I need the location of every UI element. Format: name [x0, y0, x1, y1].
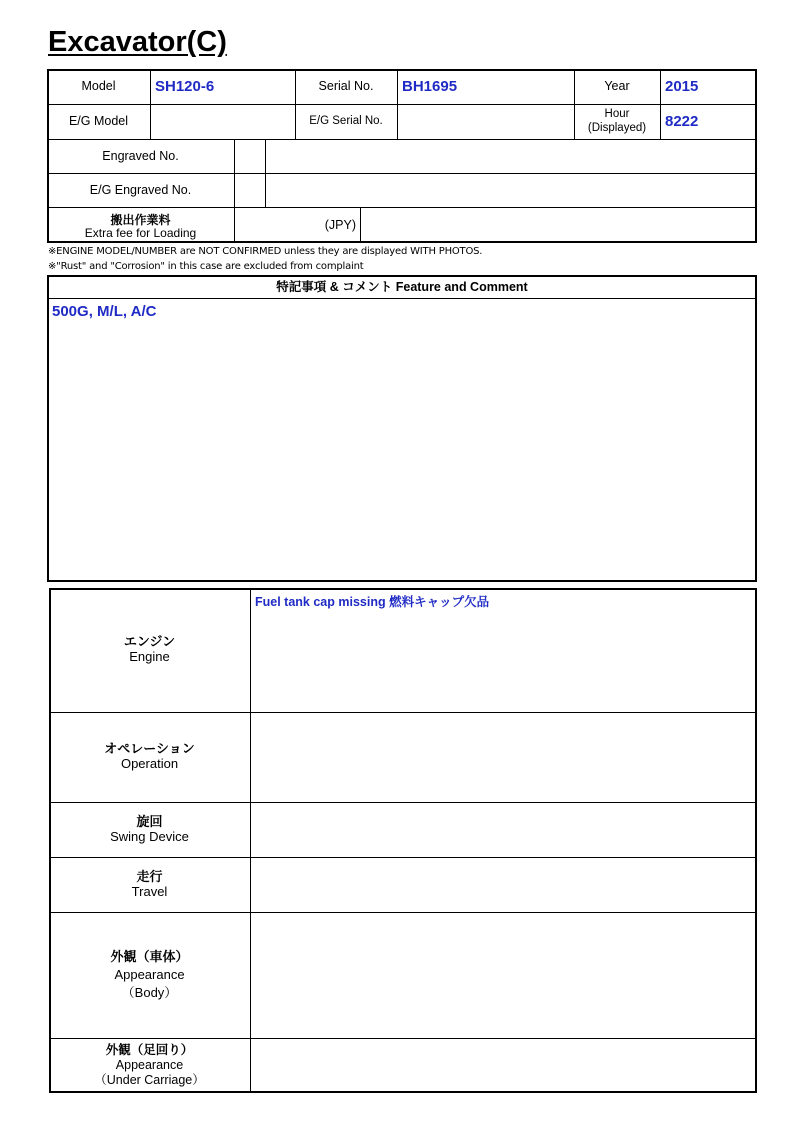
engine-label-en: Engine	[129, 649, 170, 664]
body-label	[49, 912, 250, 1038]
body-label-en-2: （Body）	[121, 985, 178, 1001]
operation-label-en: Operation	[120, 756, 179, 771]
eg-serial-value	[397, 104, 574, 139]
eg-serial-label: E/G Serial No.	[309, 114, 383, 127]
page-title: Excavator(C)	[48, 26, 227, 58]
operation-label-jp: オペレーション	[104, 741, 195, 757]
fee-label-en: Extra fee for Loading	[84, 226, 197, 240]
under-label-jp: 外観（足回り）	[105, 1043, 194, 1057]
swing-label-jp: 旋回	[136, 813, 163, 829]
under-label-en-1: Appearance	[115, 1058, 184, 1072]
serial-label: Serial No.	[318, 79, 374, 94]
feature-content: 500G, M/L, A/C	[52, 303, 157, 320]
travel-label-en: Travel	[131, 883, 168, 899]
feature-header-divider	[47, 298, 757, 299]
fee-unit: (JPY)	[324, 217, 356, 232]
body-label-jp: 外観（車体）	[110, 948, 189, 964]
model-value: SH120-6	[155, 78, 215, 95]
travel-label	[49, 857, 250, 912]
under-carriage-label	[49, 1038, 250, 1093]
info-col-divider	[234, 139, 235, 243]
eg-model-label: E/G Model	[68, 114, 129, 129]
feature-header: 特記事項 & コメント Feature and Comment	[276, 279, 528, 294]
swing-label-en: Swing Device	[110, 828, 189, 844]
serial-value: BH1695	[402, 78, 458, 95]
engraved-label: Engraved No.	[102, 148, 179, 163]
engine-comment: Fuel tank cap missing 燃料キャップ欠品	[255, 595, 490, 609]
model-label: Model	[81, 79, 116, 94]
hour-value: 8222	[665, 113, 699, 130]
engine-label-jp: エンジン	[123, 634, 176, 650]
eg-model-value	[150, 104, 295, 139]
fee-label-jp: 搬出作業料	[110, 212, 171, 227]
feature-box	[47, 275, 757, 582]
engine-note: ※ENGINE MODEL/NUMBER are NOT CONFIRMED unless they are displayed WITH PHOTOS.	[48, 246, 483, 257]
year-label: Year	[604, 79, 630, 94]
hour-label	[574, 104, 660, 139]
body-label-en-1: Appearance	[114, 966, 185, 982]
eg-engraved-label: E/G Engraved No.	[89, 182, 192, 197]
hour-label-line2: (Displayed)	[587, 121, 647, 134]
fee-label	[47, 207, 234, 243]
info-col-divider	[360, 207, 361, 243]
rust-note: ※"Rust" and "Corrosion" in this case are excluded from complaint	[48, 261, 364, 272]
inspection-col-divider	[250, 588, 251, 1093]
swing-label	[49, 802, 250, 857]
info-col-divider	[265, 139, 266, 207]
year-value: 2015	[665, 78, 699, 95]
under-label-en-2: （Under Carriage）	[94, 1073, 205, 1087]
travel-label-jp: 走行	[136, 868, 163, 884]
engine-label	[49, 588, 250, 712]
hour-label-line1: Hour	[604, 108, 630, 121]
operation-label	[49, 712, 250, 802]
